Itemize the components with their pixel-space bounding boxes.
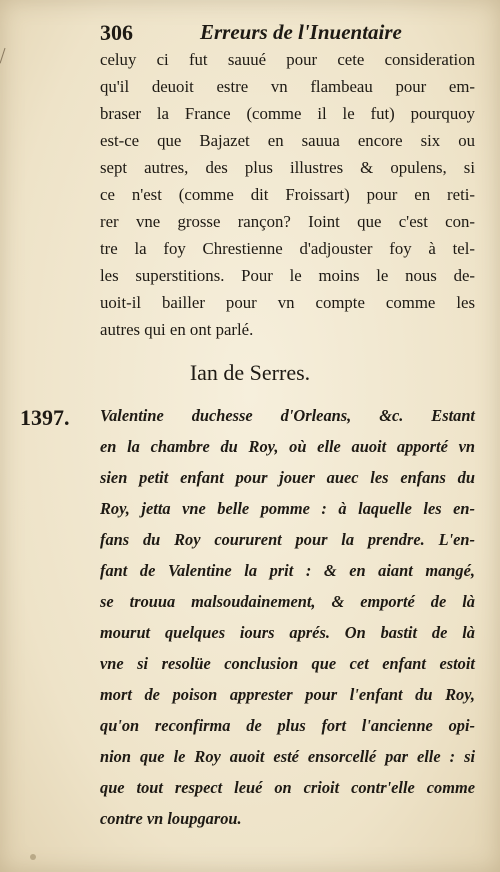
margin-year-note: 1397. [20,405,70,430]
text-line: braser la France (comme il le fut) pourquoy [100,104,475,123]
entry-line: fant de Valentine la prit : & en aiant mangé, [100,561,475,580]
text-line: rer vne grosse rançon? Ioint que c'est con- [100,212,475,231]
paper-speck [30,854,36,860]
body-paragraph [100,46,475,343]
text-line: autres qui en ont parlé. [100,320,254,339]
text-line: uoit-il bailler pour vn compte comme les [100,293,475,312]
entry-line: nion que le Roy auoit esté ensorcellé par elle : si [100,747,475,766]
running-title: Erreurs de l'Inuentaire [200,20,402,44]
text-line: celuy ci fut sauué pour cete consideration [100,50,475,69]
text-line: qu'il deuoit estre vn flambeau pour em- [100,77,475,96]
entry-line: contre vn loupgarou. [100,809,242,828]
text-line: est-ce que Bajazet en sauua encore six ou [100,131,475,150]
entry-line: qu'on reconfirma de plus fort l'ancienne opi- [100,716,475,735]
margin-mark [0,48,7,64]
entry-line: se trouua malsoudainement, & emporté de là [100,592,475,611]
entry-line: que tout respect leué on crioit contr'elle comme [100,778,475,797]
entry-line: fans du Roy coururent pour la prendre. L'en- [100,530,475,549]
text-line: tre la foy Chrestienne d'adjouster foy à tel- [100,239,475,258]
text-line: ce n'est (comme dit Froissart) pour en reti- [100,185,475,204]
entry-line: Valentine duchesse d'Orleans, &c. Estant [100,406,475,425]
text-line: sept autres, des plus illustres & opulens, si [100,158,475,177]
text-line: les superstitions. Pour le moins le nous de- [100,266,475,285]
entry-line: Roy, jetta vne belle pomme : à laquelle les en- [100,499,475,518]
running-head [100,20,460,48]
entry-line: mourut quelques iours aprés. On bastit de là [100,623,475,642]
entry-line: sien petit enfant pour jouer auec les enfans du [100,468,475,487]
entry-line: mort de poison apprester pour l'enfant du Roy, [100,685,475,704]
section-heading: Ian de Serres. [189,360,311,385]
page-number: 306 [100,20,133,45]
entry-line: en la chambre du Roy, où elle auoit apporté vn [100,437,475,456]
entry-line: vne si resolüe conclusion que cet enfant estoit [100,654,475,673]
entry-paragraph [100,400,475,834]
